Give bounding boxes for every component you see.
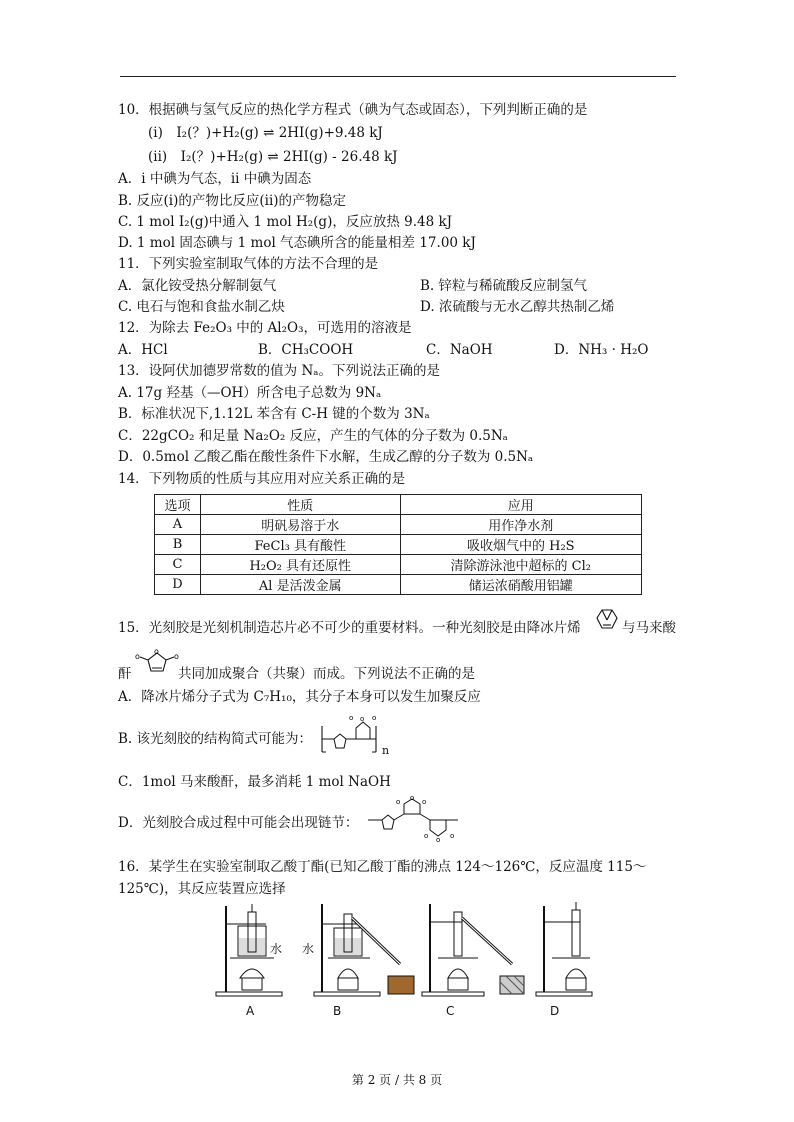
table-header-row xyxy=(155,495,642,515)
q13-stem: 13．设阿伏加德罗常数的值为 Nₐ。下列说法正确的是 xyxy=(118,363,440,379)
q15-option-d: D．光刻胶合成过程中可能会出现链节： xyxy=(118,815,359,831)
apparatus-label-c: C xyxy=(446,1004,455,1018)
q11-stem: 11．下列实验室制取气体的方法不合理的是 xyxy=(118,256,379,272)
svg-text:o: o xyxy=(349,714,354,722)
apparatus-d-diagram xyxy=(532,900,596,998)
q15-stem-line2: 共同加成聚合（共聚）而成。下列说法不正确的是 xyxy=(178,666,475,682)
q10-option-d: D. 1 mol 固态碘与 1 mol 气态碘所含的能量相差 17.00 kJ xyxy=(118,235,476,251)
q13-option-b: B．标准状况下,1.12L 苯含有 C-H 键的个数为 3Nₐ xyxy=(118,406,430,422)
chain-segment-structure-icon xyxy=(364,796,476,842)
q11-option-b: B. 锌粒与稀硫酸反应制氢气 xyxy=(420,278,588,294)
table-cell: 明矾易溶于水 xyxy=(200,515,400,535)
q12-stem: 12．为除去 Fe₂O₃ 中的 Al₂O₃，可选用的溶液是 xyxy=(118,320,412,336)
table-cell: 储运浓硝酸用铝罐 xyxy=(400,575,641,595)
table-cell: 清除游泳池中超标的 Cl₂ xyxy=(400,555,641,575)
svg-text:o: o xyxy=(450,832,455,840)
header-rule xyxy=(120,76,676,77)
table-header-cell: 选项 xyxy=(155,495,201,515)
q11-option-d: D. 浓硫酸与无水乙醇共热制乙烯 xyxy=(420,299,615,315)
table-row xyxy=(155,535,642,555)
apparatus-label-a: A xyxy=(246,1004,255,1018)
svg-text:o: o xyxy=(154,647,159,656)
svg-text:o: o xyxy=(174,652,179,661)
q13-option-c: C．22gCO₂ 和足量 Na₂O₂ 反应，产生的气体的分子数为 0.5Nₐ xyxy=(118,428,508,444)
table-cell: FeCl₃ 具有酸性 xyxy=(200,535,400,555)
svg-text:o: o xyxy=(396,798,401,806)
page-footer: 第 2 页 / 共 8 页 xyxy=(351,1073,443,1087)
svg-text:o: o xyxy=(436,836,441,844)
table-cell: H₂O₂ 具有还原性 xyxy=(200,555,400,575)
q11-option-c: C. 电石与饱和食盐水制乙炔 xyxy=(118,299,285,315)
svg-text:o: o xyxy=(372,714,377,722)
q12-option-b: B．CH₃COOH xyxy=(258,342,354,358)
q15-stem-line2-start: 酐 xyxy=(118,666,132,682)
q15-stem-line1-end: 与马来酸 xyxy=(622,620,676,636)
table-cell: 用作净水剂 xyxy=(400,515,641,535)
q10-option-b: B. 反应(i)的产物比反应(ii)的产物稳定 xyxy=(118,193,347,209)
q14-stem: 14．下列物质的性质与其应用对应关系正确的是 xyxy=(118,471,406,487)
q11-option-a: A．氯化铵受热分解制氨气 xyxy=(118,278,277,294)
apparatus-label-d: D xyxy=(550,1004,560,1018)
apparatus-c-diagram xyxy=(416,898,528,998)
photoresist-structure-icon xyxy=(318,712,382,762)
table-header-cell: 应用 xyxy=(400,495,641,515)
polymer-subscript-n: n xyxy=(382,744,390,757)
table-cell: Al 是活泼金属 xyxy=(200,575,400,595)
q13-option-d: D．0.5mol 乙酸乙酯在酸性条件下水解，生成乙醇的分子数为 0.5Nₐ xyxy=(118,449,534,465)
table-cell: 吸收烟气中的 H₂S xyxy=(400,535,641,555)
q14-table xyxy=(154,494,642,595)
q10-option-c: C. 1 mol I₂(g)中通入 1 mol H₂(g)，反应放热 9.48 kJ xyxy=(118,214,453,230)
apparatus-b-diagram xyxy=(300,898,418,998)
q12-option-d: D．NH₃ · H₂O xyxy=(554,342,649,358)
table-row xyxy=(155,515,642,535)
q15-option-a: A．降冰片烯分子式为 C₇H₁₀，其分子本身可以发生加聚反应 xyxy=(118,689,481,705)
svg-text:o: o xyxy=(135,652,140,661)
norbornene-structure-icon xyxy=(594,606,620,632)
water-label-a: 水 xyxy=(270,942,283,956)
svg-text:o: o xyxy=(410,794,415,802)
apparatus-label-b: B xyxy=(333,1004,342,1018)
q16-stem-line1: 16．某学生在实验室制取乙酸丁酯(已知乙酸丁酯的沸点 124～126℃，反应温度 115～ xyxy=(118,859,647,875)
q10-equation-2: (ii) I₂(？)+H₂(g) ⇌ 2HI(g) - 26.48 kJ xyxy=(148,149,398,165)
svg-text:o: o xyxy=(424,832,429,840)
q10-option-a: A．i 中碘为气态，ii 中碘为固态 xyxy=(118,171,312,187)
q12-option-c: C．NaOH xyxy=(426,342,493,358)
table-header-cell: 性质 xyxy=(200,495,400,515)
q15-option-b: B. 该光刻胶的结构简式可能为： xyxy=(118,731,313,747)
table-cell: A xyxy=(155,515,201,535)
table-row xyxy=(155,575,642,595)
q10-equation-1: (i) I₂(？)+H₂(g) ⇌ 2HI(g)+9.48 kJ xyxy=(148,125,383,141)
q15-stem-line1: 15．光刻胶是光刻机制造芯片必不可少的重要材料。一种光刻胶是由降冰片烯 xyxy=(118,620,581,636)
maleic-anhydride-structure-icon xyxy=(134,643,180,675)
q10-stem: 10．根据碘与氢气反应的热化学方程式（碘为气态或固态），下列判断正确的是 xyxy=(118,102,588,118)
water-label-b: 水 xyxy=(302,942,315,956)
table-row xyxy=(155,555,642,575)
table-cell: B xyxy=(155,535,201,555)
q15-option-c: C．1mol 马来酸酐，最多消耗 1 mol NaOH xyxy=(118,774,391,790)
svg-text:o: o xyxy=(360,715,365,723)
table-cell: C xyxy=(155,555,201,575)
q13-option-a: A. 17g 羟基（—OH）所含电子总数为 9Nₐ xyxy=(118,385,382,401)
q12-option-a: A．HCl xyxy=(118,342,168,358)
svg-text:o: o xyxy=(422,798,427,806)
table-cell: D xyxy=(155,575,201,595)
q16-stem-line2: 125℃)，其反应装置应选择 xyxy=(118,881,286,897)
